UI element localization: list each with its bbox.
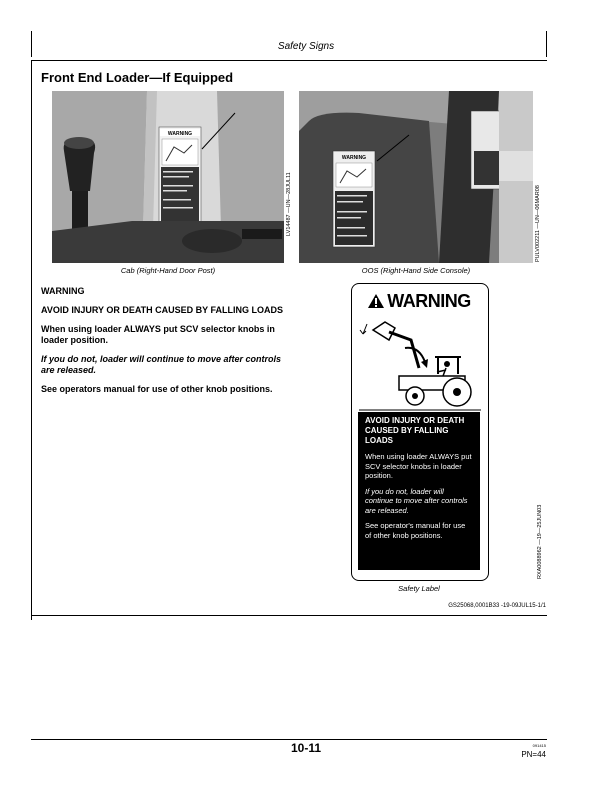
safety-label-p3: See operator's manual for use of other knob positions. — [365, 521, 466, 540]
safety-label-p1: When using loader ALWAYS put SCV selector knobs in loader position. — [365, 452, 472, 480]
safety-label — [351, 283, 489, 581]
photo-side-console-image — [299, 91, 533, 263]
content-top-rule — [31, 60, 547, 61]
footer-pn: PN=44 — [521, 750, 546, 759]
warning-line-continue-move: If you do not, loader will continue to move after controls are released. — [41, 354, 282, 375]
left-photo-caption: Cab (Right-Hand Door Post) — [120, 266, 216, 275]
warning-line-avoid-injury: AVOID INJURY OR DEATH CAUSED BY FALLING LOADS — [41, 305, 284, 315]
warning-heading: WARNING — [41, 286, 85, 296]
right-photo-caption: OOS (Right-Hand Side Console) — [361, 266, 471, 275]
safety-label-text-panel — [358, 412, 480, 570]
left-decal-title: WARNING — [167, 131, 193, 137]
content-bottom-rule — [31, 615, 547, 616]
left-photo-code: LV14487 —UN—28JUL11 — [286, 172, 292, 236]
footer-small-code: 091415 — [532, 743, 546, 748]
warning-text-block — [41, 286, 291, 403]
section-title: Front End Loader—If Equipped — [41, 70, 234, 85]
photo-side-console — [299, 91, 533, 263]
right-decal-title: WARNING — [341, 155, 367, 161]
falling-load-pictorial — [359, 318, 481, 414]
safety-label-title: WARNING — [387, 290, 471, 311]
right-photo-code: PULV002211 —UN—06MAR08 — [535, 185, 541, 262]
footer-rule — [31, 739, 547, 740]
safety-label-p2: If you do not, loader will continue to move after controls are released. — [365, 486, 468, 515]
safety-label-caption: Safety Label — [398, 584, 440, 593]
warning-triangle-icon — [367, 293, 385, 309]
safety-label-heading: AVOID INJURY OR DEATH CAUSED BY FALLING LOADS — [365, 416, 465, 445]
page-header-title: Safety Signs — [277, 41, 335, 52]
warning-line-manual: See operators manual for use of other knob positions. — [41, 384, 273, 394]
safety-label-code: RXA0088962 —19—25JUN03 — [537, 504, 543, 579]
safety-label-title-bar — [358, 290, 480, 312]
photo-cab-door-post-image — [52, 91, 284, 263]
page-number: 10-11 — [290, 741, 322, 755]
photo-cab-door-post — [52, 91, 284, 263]
reference-code: GS25068,0001B33 -19-09JUL15-1/1 — [448, 603, 546, 609]
warning-line-scv-selector: When using loader ALWAYS put SCV selector knobs in loader position. — [41, 324, 275, 345]
content-left-rule — [31, 60, 32, 620]
